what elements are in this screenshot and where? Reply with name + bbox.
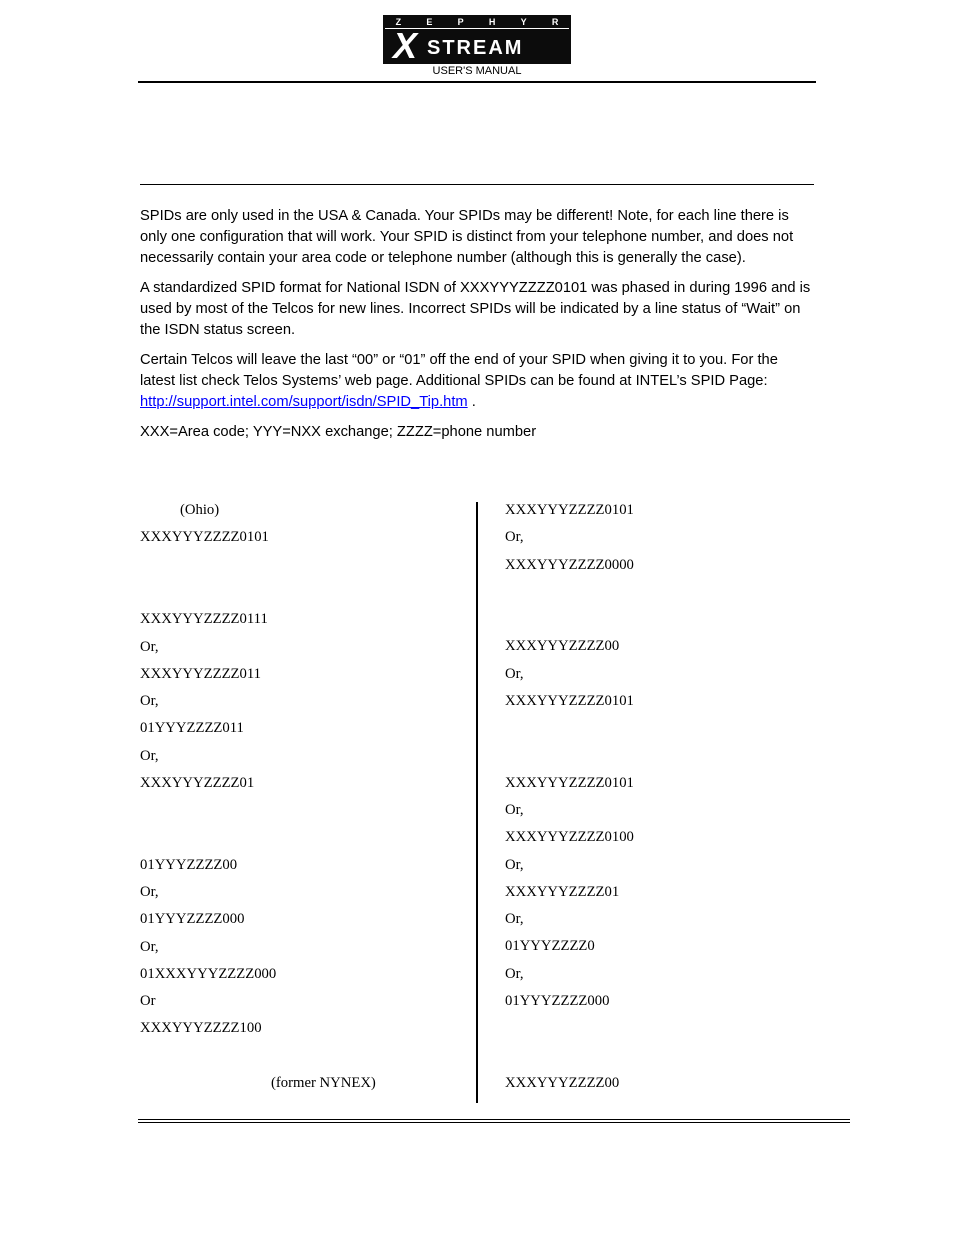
column-divider (476, 502, 478, 1103)
footer-rule (138, 1122, 850, 1123)
paragraph-legend: XXX=Area code; YYY=NXX exchange; ZZZZ=phone number (140, 424, 537, 440)
section-rule (140, 184, 814, 185)
logo-stream-text: STREAM (427, 37, 524, 59)
left-entry: Or, (140, 884, 159, 900)
right-entry: Or, (505, 911, 524, 927)
logo-letter: P (457, 17, 464, 27)
header-rule (138, 81, 816, 83)
left-entry: XXXYYYZZZZ011 (140, 666, 262, 682)
left-entry: 01XXXYYYZZZZ000 (140, 966, 277, 982)
right-entry: XXXYYYZZZZ00 (505, 1075, 620, 1091)
zephyr-xstream-logo (383, 15, 571, 64)
manual-label: USER'S MANUAL (432, 65, 522, 77)
paragraph-spid-format: A standardized SPID format for National ISDN of XXXYYYZZZZ0101 was phased in during 1996 and is used by most of the Telcos for new lines. Incorrect SPIDs will be indicated by a line status of “Wait” on the ISDN status screen. (140, 280, 811, 338)
left-entry: 01YYYZZZZ000 (140, 911, 245, 927)
right-entry: XXXYYYZZZZ00 (505, 638, 620, 654)
right-entry: Or, (505, 857, 524, 873)
right-entry: Or, (505, 666, 524, 682)
left-entry: Or, (140, 639, 159, 655)
logo-x: X (393, 25, 418, 66)
left-entry: XXXYYYZZZZ0101 (140, 529, 269, 545)
logo-letter: Z (395, 17, 402, 27)
paragraph-spid-intro: SPIDs are only used in the USA & Canada. Your SPIDs may be different! Note, for each line there is only one configuration that will work. Your SPID is distinct from your telephone number, and does not necessarily contain your area code or telephone number (although this is generally the case). (140, 208, 794, 266)
left-entry: Or, (140, 693, 159, 709)
footer-rule (138, 1119, 850, 1120)
logo-letter: E (426, 17, 433, 27)
left-entry: XXXYYYZZZZ0111 (140, 611, 268, 627)
paragraph-spid-telcos (140, 350, 816, 413)
right-entry: 01YYYZZZZ000 (505, 993, 610, 1009)
right-entry: XXXYYYZZZZ0101 (505, 693, 634, 709)
left-entry: (Ohio) (180, 502, 220, 518)
right-entry: XXXYYYZZZZ0101 (505, 502, 634, 518)
telcos-text: Certain Telcos will leave the last “00” or “01” off the end of your SPID when giving it to you. For the latest list check Telos Systems’ web page. Additional SPIDs can be found at INTEL’s SPID Page: (140, 352, 778, 389)
logo-letter: R (551, 17, 559, 27)
left-entry: Or, (140, 748, 159, 764)
left-entry: (former NYNEX) (271, 1075, 376, 1091)
right-entry: 01YYYZZZZ0 (505, 938, 595, 954)
logo-letter: H (488, 17, 496, 27)
right-entry: XXXYYYZZZZ01 (505, 884, 620, 900)
left-entry: Or (140, 993, 156, 1009)
intel-spid-link[interactable]: http://support.intel.com/support/isdn/SPID_Tip.htm (140, 394, 468, 410)
telcos-text-end: . (467, 394, 476, 410)
right-entry: Or, (505, 966, 524, 982)
right-entry: Or, (505, 529, 524, 545)
left-entry: 01YYYZZZZ00 (140, 857, 238, 873)
left-entry: Or, (140, 939, 159, 955)
right-entry: XXXYYYZZZZ0000 (505, 557, 634, 573)
right-entry: XXXYYYZZZZ0101 (505, 775, 634, 791)
right-entry: Or, (505, 802, 524, 818)
left-entry: XXXYYYZZZZ01 (140, 775, 255, 791)
logo-letter: Y (520, 17, 527, 27)
left-entry: XXXYYYZZZZ100 (140, 1020, 262, 1036)
right-entry: XXXYYYZZZZ0100 (505, 829, 634, 845)
left-entry: 01YYYZZZZ011 (140, 720, 244, 736)
body-text (140, 206, 816, 452)
